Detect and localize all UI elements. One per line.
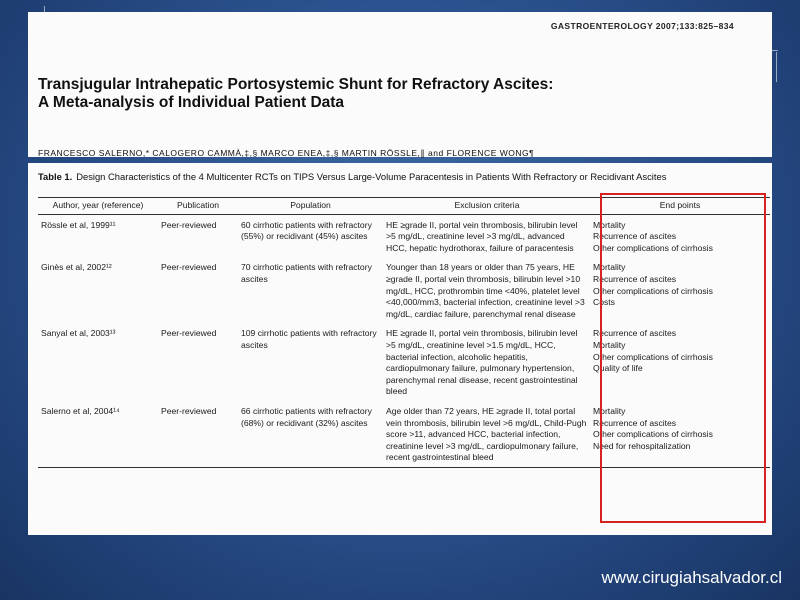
paper-header-scan <box>28 12 772 157</box>
table-caption-text: Design Characteristics of the 4 Multicenter RCTs on TIPS Versus Large-Volume Paracentesis in Patients With Refractory or Recidivant Ascites <box>76 171 667 182</box>
cell-endpoints <box>591 401 770 467</box>
cell-author: Sanyal et al, 2003¹³ <box>41 328 116 339</box>
cell-exclusion: HE ≥grade II, portal vein thrombosis, bilirubin level >5 mg/dL, creatinine level >1.5 mg/dL, HCC, bacterial infection, alcoholic hepatitis, cardiopulmonary failure, pulmonary hypertension, parenchymal renal disease, recent gastrointestinal bleed <box>386 328 578 397</box>
endpoint-item: Costs <box>593 297 615 308</box>
cell-author: Rössle et al, 1999¹¹ <box>41 219 116 230</box>
table-row <box>38 401 770 467</box>
cell-endpoints <box>591 214 770 257</box>
decorative-mark <box>772 50 778 51</box>
column-header-author: Author, year (reference) <box>38 198 158 215</box>
cell-population: 70 cirrhotic patients with refractory ascites <box>241 262 372 284</box>
cell-publication: Peer-reviewed <box>158 401 238 467</box>
cell-exclusion: Age older than 72 years, HE ≥grade II, total portal vein thrombosis, bilirubin level >6 mg/dL, Child-Pugh score >11, advanced HCC, bacterial infection, creatinine level >3 mg/dL, cardiopulmonary failure, recent gastrointestinal bleed <box>383 401 591 467</box>
cell-endpoints <box>591 257 770 323</box>
endpoint-item: Recurrence of ascites <box>593 273 677 284</box>
decorative-mark <box>776 52 777 82</box>
table-caption <box>38 171 758 183</box>
endpoint-item: Other complications of cirrhosis <box>593 242 713 253</box>
design-characteristics-table <box>38 197 770 468</box>
cell-author: Salerno et al, 2004¹⁴ <box>38 401 158 467</box>
table-row <box>38 214 770 257</box>
author-list: FRANCESCO SALERNO,* CALOGERO CAMMÀ,‡,§ MARCO ENEA,‡,§ MARTIN RÖSSLE,∥ and FLORENCE WONG¶ <box>38 148 535 158</box>
column-header-publication: Publication <box>158 198 238 215</box>
column-header-population: Population <box>238 198 383 215</box>
endpoint-item: Mortality <box>593 339 626 350</box>
table-scan <box>28 163 772 535</box>
endpoint-item: Recurrence of ascites <box>593 231 677 242</box>
endpoint-item: Other complications of cirrhosis <box>593 429 713 440</box>
endpoint-item: Need for rehospitalization <box>593 440 691 451</box>
website-url[interactable]: www.cirugiahsalvador.cl <box>601 568 782 587</box>
paper-title-line-2: A Meta-analysis of Individual Patient Data <box>38 94 345 111</box>
endpoint-item: Recurrence of ascites <box>593 328 677 339</box>
table-row <box>38 257 770 323</box>
cell-population: 66 cirrhotic patients with refractory (68%) or recidivant (32%) ascites <box>238 401 383 467</box>
table-row <box>38 323 770 401</box>
journal-citation: GASTROENTEROLOGY 2007;133:825–834 <box>550 21 734 31</box>
endpoint-item: Mortality <box>593 405 626 416</box>
column-header-exclusion: Exclusion criteria <box>383 198 591 215</box>
paper-title-line-1: Transjugular Intrahepatic Portosystemic Shunt for Refractory Ascites: <box>38 76 554 93</box>
table-header-row <box>38 198 770 215</box>
column-header-endpoints: End points <box>591 198 770 215</box>
cell-publication: Peer-reviewed <box>161 262 217 273</box>
cell-author: Ginès et al, 2002¹² <box>41 262 112 273</box>
cell-exclusion: Younger than 18 years or older than 75 years, HE ≥grade II, portal vein thrombosis, bilirubin level >10 mg/dL, HCC, prothrombin time <40%, platelet level <40,000/mm3, bacterial infection, creatinine level >3 mg/dL, cardiac failure, parenchymal renal disease <box>386 262 585 319</box>
cell-exclusion: HE ≥grade II, portal vein thrombosis, bilirubin level >5 mg/dL, creatinine level >3 mg/dL, advanced HCC, hepatic hydrothorax, failure of paracentesis <box>386 219 578 253</box>
endpoint-item: Recurrence of ascites <box>593 417 677 428</box>
table-label: Table 1. <box>38 171 73 182</box>
cell-publication: Peer-reviewed <box>161 328 217 339</box>
endpoint-item: Mortality <box>593 262 626 273</box>
paper-title <box>38 76 758 112</box>
endpoint-item: Quality of life <box>593 363 643 374</box>
cell-population: 60 cirrhotic patients with refractory (55%) or recidivant (45%) ascites <box>241 219 372 242</box>
cell-endpoints <box>591 323 770 401</box>
cell-population: 109 cirrhotic patients with refractory ascites <box>241 328 377 350</box>
endpoint-item: Other complications of cirrhosis <box>593 351 713 362</box>
endpoint-item: Mortality <box>593 219 626 230</box>
endpoint-item: Other complications of cirrhosis <box>593 285 713 296</box>
cell-publication: Peer-reviewed <box>161 219 217 230</box>
